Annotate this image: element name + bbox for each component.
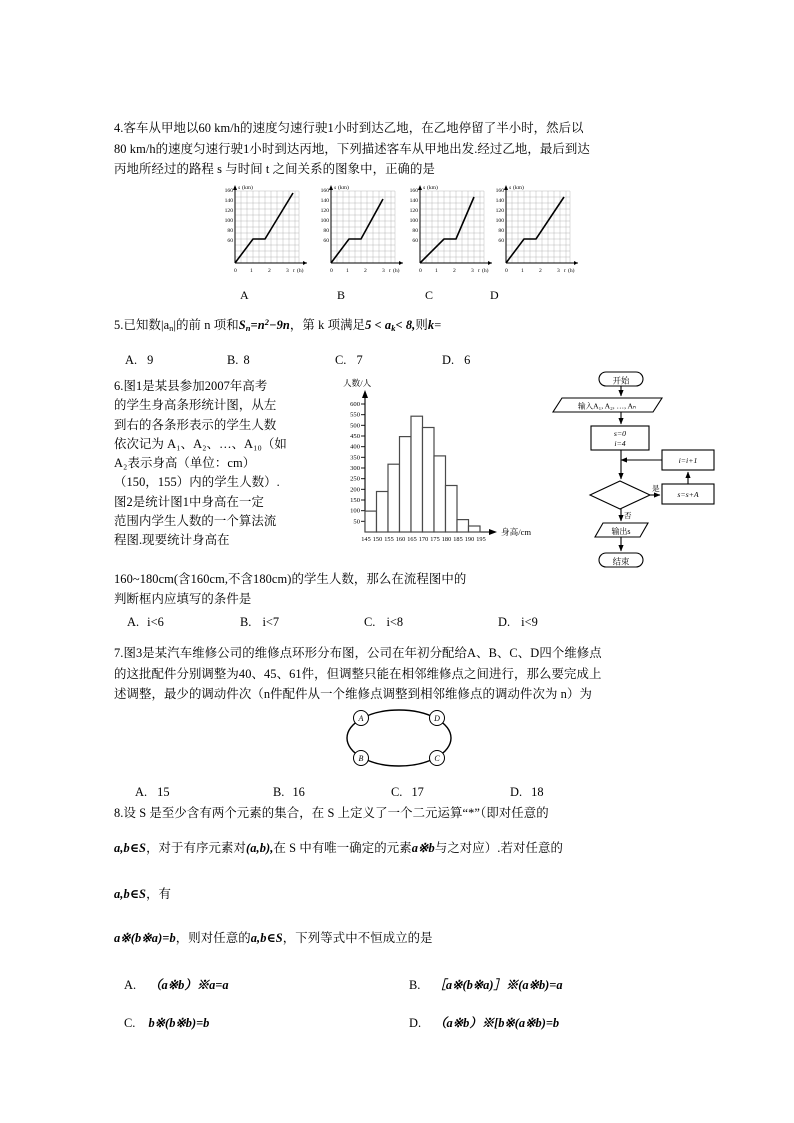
svg-text:t: t [389,268,391,274]
q6-line-5: A₂表示身高（单位：cm） [114,456,256,471]
svg-text:50: 50 [353,518,360,526]
svg-text:100: 100 [350,507,360,515]
q4-line1-text: 客车从甲地以60 km/h的速度匀速行驶1小时到达乙地，在乙地停留了半小时，然后以 [123,121,584,135]
flow-init-line2: i=4 [614,439,626,448]
q5-option-c[interactable] [335,350,442,370]
flow-init-line1: s=0 [613,429,627,438]
q6-option-d-value: i<9 [521,615,538,629]
flow-start-label: 开始 [612,376,630,386]
q6-option-a-value: i<6 [147,615,164,629]
svg-text:2: 2 [364,268,367,274]
svg-text:300: 300 [350,465,360,472]
q5-option-d-value: 6 [464,353,471,367]
svg-text:3: 3 [557,268,560,274]
q7-option-a-key: A. [135,785,148,799]
svg-text:550: 550 [350,411,360,419]
q4-label-c: C [425,288,434,302]
q6-line-9: 程图.现要统计身高在 [114,533,230,548]
svg-text:(h): (h) [568,268,575,274]
graph-d-svg [492,183,584,281]
q4-graph-d [492,183,584,281]
svg-text:80: 80 [498,228,504,234]
flow-yes-label: 是 [652,484,660,493]
q5-option-b-value: 8 [243,353,250,367]
svg-text:200: 200 [350,486,360,494]
ring-node-a-label: A [358,714,364,723]
q4-line-1 [114,118,679,139]
svg-text:140: 140 [495,198,504,204]
svg-text:s: s [423,185,426,191]
svg-text:1: 1 [250,268,253,274]
q8-line2-mid: ，对于有序元素对 [146,841,246,855]
q6-line-3: 到右的各条形表示的学生人数 [114,417,277,432]
graph-c-svg [406,183,498,281]
q5-seq-sub: n [169,323,174,334]
q7-option-d-value: 18 [531,785,544,799]
svg-text:80: 80 [227,228,233,234]
q8-line1-text: 设 S 是至少含有两个元素的集合，在 S 上定义了一个二元运算“*”（即对任意的 [123,806,549,820]
flow-input-label: 输入A₁, A₂, …, Aₙ [577,401,637,411]
graph-a-svg [221,183,313,281]
svg-text:(h): (h) [393,268,400,274]
height-bar-chart [333,374,555,554]
q7-number: 7. [114,646,124,660]
q6-option-a[interactable] [127,612,240,632]
question-8-options [124,975,694,1033]
q6-option-c-value: i<8 [386,615,404,629]
q7-option-d[interactable] [510,782,544,802]
q8-line4-math: a※(b※a)=b [114,931,176,945]
svg-text:150: 150 [350,497,360,504]
svg-text:100: 100 [224,218,233,224]
svg-text:(km): (km) [338,185,349,191]
q6-option-d-key: D. [498,615,511,629]
q5-suffix: 则 [415,317,428,332]
q5-option-b-key: B. [227,353,239,367]
q8-number: 8. [114,806,124,820]
q6-option-b[interactable] [240,612,364,632]
q7-line1-text: 图3是某汽车维修公司的维修点环形分布图，公司在年初分配给A、B、C、D四个维修点 [123,646,602,660]
q8-line2-pair: (a,b), [246,841,274,855]
q7-line-2: 的这批配件分别调整为40、45、61件，但调整只能在相邻维修点之间进行，那么要完成上 [114,666,602,681]
q8-option-c[interactable] [124,1013,409,1033]
q8-option-c-value: b※(b※b)=b [148,1016,210,1030]
flow-no-label: 否 [624,511,632,520]
q5-mid: ，第 k 项满足 [289,317,366,332]
q7-line-1 [114,643,684,664]
question-4-text [114,118,679,180]
q7-option-a-value: 15 [157,785,170,799]
svg-text:0: 0 [419,268,422,274]
q7-line-3: 述调整，最少的调动件次（n件配件从一个维修点调整到相邻维修点的调动件次为 n）为 [114,687,592,701]
q5-seq: |a [160,317,170,332]
question-6-text-full [114,570,614,609]
ring-svg [337,702,462,774]
svg-text:120: 120 [409,208,418,214]
q5-formula-eq: = [250,317,258,332]
svg-text:60: 60 [412,238,418,244]
svg-text:60: 60 [498,238,504,244]
bar-chart-svg [333,374,555,554]
q7-option-b-value: 16 [292,785,305,799]
q5-option-a[interactable] [125,350,227,370]
svg-text:140: 140 [224,198,233,204]
svg-text:195: 195 [476,536,486,543]
svg-text:145: 145 [361,536,371,543]
question-8-line-2 [114,838,689,859]
svg-text:160: 160 [495,188,504,194]
q6-option-c[interactable] [364,612,498,632]
q5-number: 5. [114,317,124,332]
svg-text:3: 3 [382,268,385,274]
algorithm-flowchart [540,368,720,583]
q8-option-a-key: A. [124,978,137,992]
q6-line-7: 图2是统计图1中身高在一定 [114,494,264,509]
svg-text:2: 2 [268,268,271,274]
svg-text:160: 160 [320,188,329,194]
q8-line4-tail: ，下列等式中不恒成立的是 [282,931,433,945]
q6-option-c-key: C. [364,615,376,629]
q4-label-b: B [337,288,346,302]
svg-text:0: 0 [505,268,508,274]
svg-text:600: 600 [350,401,360,408]
flow-output-label: 输出s [611,527,631,536]
svg-text:1: 1 [435,268,438,274]
svg-text:140: 140 [409,198,418,204]
q5-formula-pow: 2 [264,317,269,327]
q5-option-a-key: A. [125,353,138,367]
svg-text:100: 100 [320,218,329,224]
svg-text:1: 1 [346,268,349,274]
svg-text:250: 250 [350,475,360,483]
q8-option-b[interactable] [409,975,563,995]
svg-text:190: 190 [464,536,475,543]
question-7-options [135,782,695,802]
svg-text:(km): (km) [427,185,438,191]
flow-end-label: 结束 [612,557,630,567]
question-5-text [114,312,684,339]
question-8-line-4 [114,928,684,949]
q7-option-b[interactable] [273,782,391,802]
svg-text:t: t [293,268,295,274]
q7-option-c[interactable] [391,782,510,802]
q6-line1-text: 图1是某县参加2007年高考 [123,379,268,393]
q7-option-c-key: C. [391,785,403,799]
svg-text:180: 180 [441,536,452,543]
svg-text:120: 120 [320,208,329,214]
q5-option-d-key: D. [442,353,455,367]
q5-cond-sub: k [391,323,396,334]
q8-option-d[interactable] [409,1013,559,1033]
svg-text:175: 175 [430,536,440,543]
q8-line2-math: a,b∈S [114,841,147,855]
q5-option-c-key: C. [335,353,347,367]
svg-text:80: 80 [412,228,418,234]
svg-text:2: 2 [539,268,542,274]
svg-text:350: 350 [350,454,360,462]
svg-text:120: 120 [495,208,504,214]
flow-decision-shape [590,481,650,509]
q5-cond-tail: < 8, [395,317,416,332]
q6-number: 6. [114,379,124,393]
q4-number: 4. [114,121,124,135]
q4-graph-b [317,183,409,281]
svg-text:(km): (km) [242,185,253,191]
q5-cond: 5 < a [365,317,392,332]
q5-seq-tail: |的前 n 项和 [173,317,239,332]
q7-option-d-key: D. [510,785,523,799]
q8-option-row-1 [124,975,694,995]
svg-text:185: 185 [453,536,463,543]
svg-text:t: t [478,268,480,274]
q5-option-c-value: 7 [356,353,363,367]
ring-node-b-label: B [358,754,364,763]
svg-text:140: 140 [320,198,329,204]
q7-option-row [135,782,695,802]
q8-option-d-key: D. [409,1016,422,1030]
q6-line-8: 范围内学生人数的一个算法流 [114,514,277,529]
q5-formula-minus: −9n [269,317,290,332]
svg-text:t: t [564,268,566,274]
q5-option-d[interactable] [442,350,470,370]
ring-node-c-label: C [434,754,440,763]
svg-text:(h): (h) [482,268,489,274]
q4-line-3: 丙地所经过的路程 s 与时间 t 之间关系的图象中，正确的是 [114,162,436,176]
q5-option-b[interactable] [227,350,335,370]
flow-increment-label: i=i+1 [678,456,698,465]
svg-text:s: s [238,185,241,191]
flowchart-svg [540,368,720,583]
q8-line2-tail: 与之对应）.若对任意的 [434,841,563,855]
graph-b-svg [317,183,409,281]
q8-option-row-2 [124,1013,694,1033]
q6-line-2: 的学生身高条形统计图，从左 [114,398,277,413]
q6-line-1 [114,377,330,396]
svg-text:80: 80 [323,228,329,234]
svg-text:3: 3 [286,268,289,274]
q6-line-6: （150，155）内的学生人数）. [114,475,280,490]
question-7-text [114,643,684,705]
q8-option-a-value: （a※b）※a=a [149,978,229,992]
bar-chart-ylabel: 人数/人 [343,378,372,388]
svg-text:(h): (h) [297,268,304,274]
q5-formula-n: n [257,317,265,332]
q5-option-a-value: 9 [147,353,154,367]
bar-chart-xlabel: 身高/cm [501,527,532,537]
svg-text:0: 0 [234,268,237,274]
svg-text:60: 60 [227,238,233,244]
q8-option-b-value: ［a※(b※a)］※(a※b)=a [433,978,563,992]
q6-option-b-value: i<7 [262,615,280,629]
q8-line4-math2: a,b∈S [250,931,283,945]
q5-prefix: 已知数 [123,317,161,332]
svg-text:160: 160 [224,188,233,194]
svg-text:3: 3 [471,268,474,274]
repair-ring-diagram [337,702,462,774]
q7-option-c-value: 17 [411,785,424,799]
svg-text:165: 165 [407,536,417,543]
q4-line-2: 80 km/h的速度匀速行驶1小时到达丙地，下列描述客车从甲地出发.经过乙地，最后到达 [114,141,590,156]
ring-node-d-label: D [434,714,440,723]
svg-text:160: 160 [409,188,418,194]
q8-line3-tail: ，有 [146,887,172,901]
q8-line4-mid: ，则对任意的 [175,931,251,945]
svg-text:120: 120 [224,208,233,214]
question-6-text-column [114,377,330,551]
q7-option-b-key: B. [273,785,285,799]
question-8-line-3 [114,884,684,905]
q8-option-c-key: C. [124,1016,136,1030]
svg-text:1: 1 [521,268,524,274]
svg-text:s: s [509,185,512,191]
q8-line2-mid2: 在 S 中有唯一确定的元素 [273,841,412,855]
q5-formula-S-sub: n [245,323,251,334]
q6-option-b-key: B. [240,615,252,629]
svg-text:100: 100 [409,218,418,224]
q6-option-a-key: A. [127,615,140,629]
q6-option-d[interactable] [498,612,538,632]
q5-formula-S: S [238,317,246,332]
svg-text:60: 60 [323,238,329,244]
q5-option-row [125,350,685,370]
svg-text:0: 0 [330,268,333,274]
q8-line3-math: a,b∈S [114,887,147,901]
svg-text:450: 450 [350,433,360,440]
q5-equals: = [434,317,442,332]
q4-graph-a [221,183,313,281]
svg-text:500: 500 [350,422,360,430]
q6-option-row [127,612,687,632]
q6-full-line-1: 160~180cm(含160cm,不含180cm)的学生人数，那么在流程图中的 [114,572,467,586]
question-8-line-1 [114,803,684,824]
q5-kvar: k [427,317,435,332]
svg-text:2: 2 [453,268,456,274]
svg-text:(km): (km) [513,185,524,191]
svg-text:150: 150 [372,536,383,543]
svg-text:400: 400 [350,443,360,451]
question-6-options [127,612,687,632]
q8-line2-ab: a※b [411,841,435,855]
q6-line-4: 依次记为 A₁、A₂、…、A₁₀（如 [114,436,287,451]
question-5-options [125,350,685,370]
q4-label-a: A [240,288,249,302]
svg-text:160: 160 [395,536,406,543]
q4-label-d: D [490,288,499,302]
q7-option-a[interactable] [135,782,273,802]
q4-graph-c [406,183,498,281]
svg-text:100: 100 [495,218,504,224]
q8-option-a[interactable] [124,975,409,995]
flow-accumulate-label: s=s+A [677,490,699,499]
q8-option-d-value: （a※b）※[b※(a※b)=b [434,1016,560,1030]
svg-text:170: 170 [418,536,429,543]
svg-text:155: 155 [384,536,394,543]
q6-full-line-2: 判断框内应填写的条件是 [114,591,252,606]
svg-text:s: s [334,185,337,191]
q8-option-b-key: B. [409,978,421,992]
